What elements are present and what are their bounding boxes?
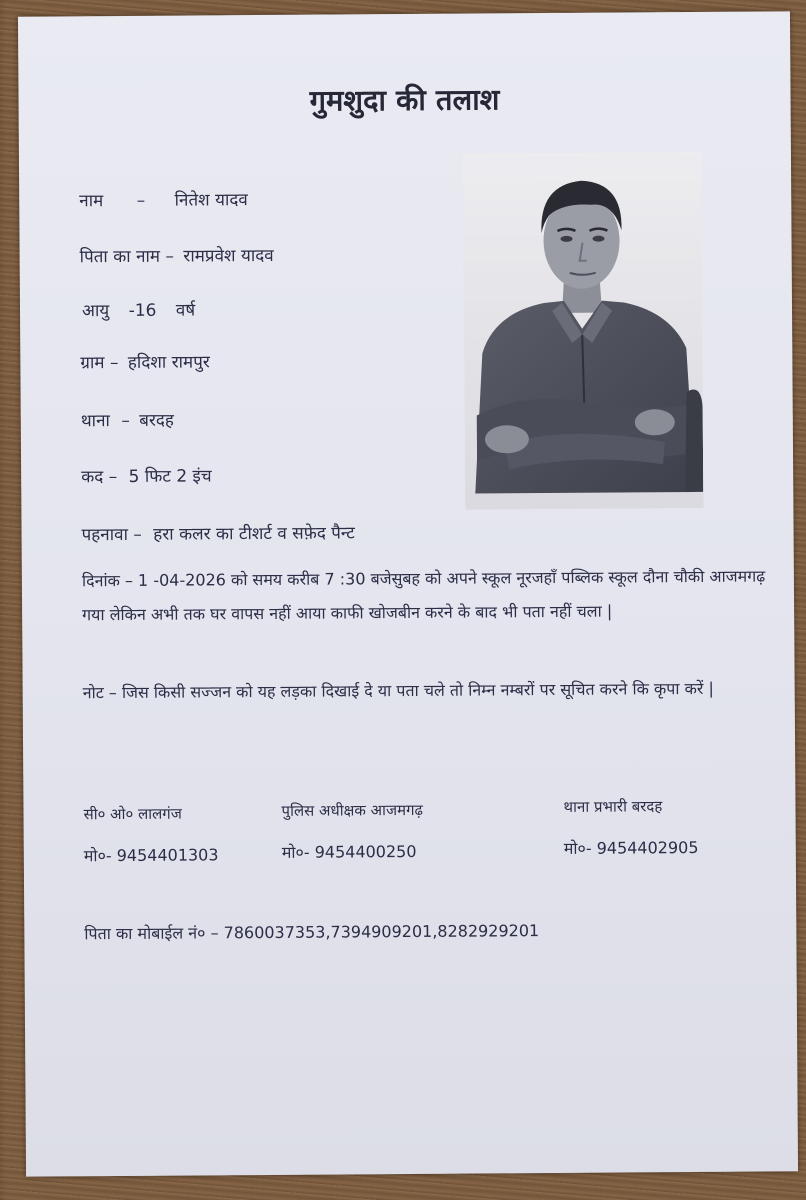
contact-number-sp-azamgarh: मो०- 9454400250 (281, 841, 417, 862)
father-mobile-numbers: पिता का मोबाईल नं० – 7860037353,7394909201,8282929201 (84, 921, 540, 944)
contact-label-co-lalganj: सी० ओ० लालगंज (83, 804, 182, 824)
contact-number-so-bardah: मो०- 9454402905 (563, 837, 699, 858)
poster-title: गुमशुदा की तलाश (309, 82, 500, 118)
clothing-value: हरा कलर का टीशर्ट व सफ़ेद पैन्ट (153, 523, 355, 545)
age-row (82, 297, 195, 321)
police-station-row (81, 408, 174, 432)
village-label: ग्राम – (80, 353, 119, 374)
person-photo-image (463, 152, 703, 510)
name-label: नाम (79, 191, 104, 212)
height-row (81, 463, 212, 487)
clothing-row (81, 520, 354, 545)
police-station-label: थाना (80, 411, 110, 432)
contact-label-sp-azamgarh: पुलिस अधीक्षक आजमगढ़ (281, 800, 423, 820)
height-value: 5 फिट 2 इंच (128, 466, 212, 487)
village-value: हदिशा रामपुर (127, 352, 210, 373)
height-label: कद – (81, 467, 118, 488)
contact-number-co-lalganj: मो०- 9454401303 (83, 845, 219, 866)
missing-person-photo (463, 152, 703, 510)
name-separator: – (136, 190, 146, 211)
contact-label-so-bardah: थाना प्रभारी बरदह (563, 797, 663, 816)
father-name-value: रामप्रवेश यादव (183, 245, 274, 267)
police-station-value: बरदह (139, 410, 174, 431)
request-note: नोट – जिस किसी सज्जन को यह लड़का दिखाई दे या पता चले तो निम्न नम्बरों पर सूचित करने कि कृपा करें | (82, 678, 714, 703)
police-station-separator: – (121, 410, 130, 431)
father-name-label: पिता का नाम – (79, 246, 175, 268)
age-label: आयु (81, 301, 110, 322)
name-value: नितेश यादव (174, 190, 248, 211)
age-unit: वर्ष (175, 300, 196, 321)
clothing-label: पहनावा – (81, 524, 142, 546)
village-row (80, 349, 210, 373)
missing-person-poster (18, 11, 798, 1176)
incident-description: दिनांक – 1 -04-2026 को समय करीब 7 :30 बजेसुबह को अपने स्कूल नूरजहाँ पब्लिक स्कूल दौना चौकी आजमगढ़ गया लेकिन अभी तक घर वापस नहीं आया काफी खोजबीन करने के बाद भी पता नहीं चला | (81, 566, 766, 625)
age-value: -16 (128, 300, 157, 321)
father-name-row (80, 243, 274, 267)
name-row (79, 187, 248, 211)
